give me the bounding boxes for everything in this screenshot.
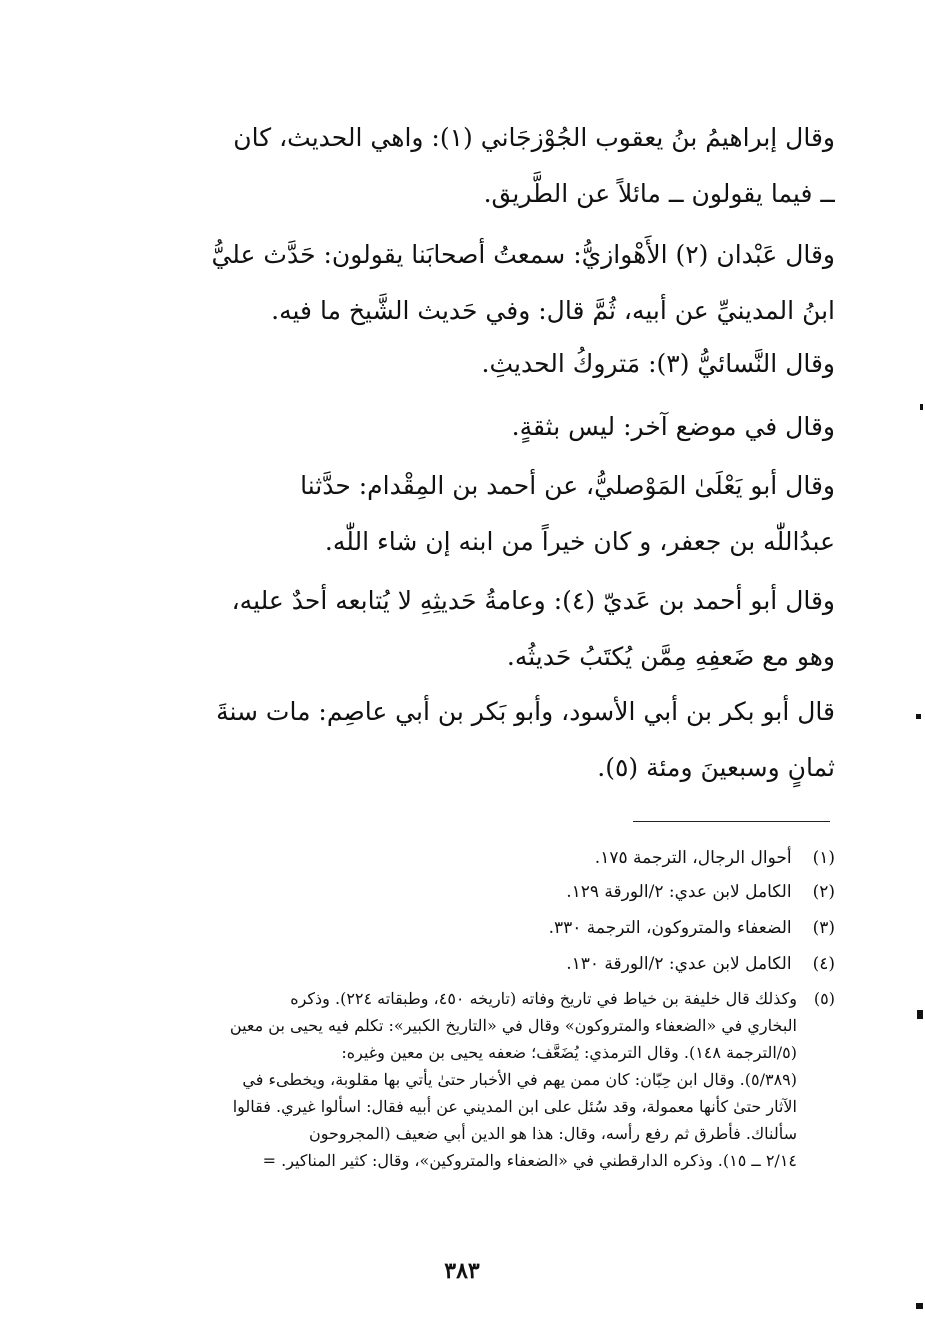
footnote-number: (٤): [812, 954, 835, 974]
text-line: وقال أبو يَعْلَىٰ المَوْصليُّ، عن أحمد بن المِقْدام: حدَّثنا: [300, 471, 835, 500]
text-line: وقال إبراهيمُ بنُ يعقوب الجُوْزجَاني (١): واهي الحديث، كان: [233, 123, 835, 152]
footnote-line: (٥/٣٨٩). وقال ابن حِبّان: كان ممن يهم في الأخبار حتىٰ يأتي بها مقلوبة، ويخطىء في: [242, 1070, 797, 1089]
paragraph-nasai: [138, 336, 835, 392]
page-number: ٣٨٣: [444, 1258, 480, 1284]
footnote-line: وكذلك قال خليفة بن خياط في تاريخ وفاته (تاريخه ٤٥٠، وطبقاته ٢٢٤). وذكره: [290, 989, 797, 1008]
text-line: ــ فيما يقولون ــ مائلاً عن الطَّريق.: [483, 179, 835, 208]
text-line: ابنُ المدينيِّ عن أبيه، ثُمَّ قال: وفي حَديث الشَّيخ ما فيه.: [271, 296, 835, 325]
paragraph-jawzajani: [138, 110, 835, 222]
paragraph-abu-yala: [138, 458, 835, 570]
footnote-text: الكامل لابن عدي: ٢/الورقة ١٣٠.: [566, 954, 792, 974]
paragraph-death-date: [138, 684, 835, 796]
footnote-2: [140, 879, 835, 905]
paragraph-ibn-adi: [138, 573, 835, 685]
footnote-number: (١): [812, 848, 835, 868]
scan-edge-mark: [916, 1303, 923, 1309]
scan-edge-mark: [917, 1010, 923, 1019]
footnote-line: الآثار حتىٰ كأنها معمولة، وقد سُئل على ابن المديني عن أبيه فقال: اسألوا غيري. فقالوا: [232, 1097, 797, 1116]
footnote-5: [140, 985, 835, 1174]
footnote-line: سألناك. فأطرق ثم رفع رأسه، وقال: هذا هو الدين أبي ضعيف (المجروحون: [308, 1124, 797, 1143]
text-line: عبدُاللّٰه بن جعفر، و كان خيراً من ابنه إن شاء اللّٰه.: [324, 527, 835, 556]
text-line: وهو مع ضَعفِهِ مِمَّن يُكتَبُ حَديثُه.: [506, 642, 835, 671]
footnote-1: [140, 845, 835, 871]
text-line: وقال في موضع آخر: ليس بثقةٍ.: [511, 412, 835, 441]
paragraph-another-place: [138, 399, 835, 455]
footnote-number: (٥): [813, 989, 835, 1008]
footnote-number: (٣): [812, 918, 835, 938]
footnote-text: الضعفاء والمتروكون، الترجمة ٣٣٠.: [548, 918, 792, 938]
footnote-4: [140, 951, 835, 977]
footnote-line: البخاري في «الضعفاء والمتروكون» وقال في «التاريخ الكبير»: تكلم فيه يحيى بن معين: [229, 1016, 797, 1035]
scan-edge-mark: [916, 714, 921, 719]
text-line: ثمانٍ وسبعينَ ومئة (٥).: [597, 753, 835, 782]
scan-edge-mark: [920, 404, 923, 410]
text-line: وقال أبو أحمد بن عَديّ (٤): وعامةُ حَديثِهِ لا يُتابعه أحدٌ عليه،: [231, 586, 835, 615]
footnote-text: الكامل لابن عدي: ٢/الورقة ١٢٩.: [566, 882, 792, 902]
text-line: وقال النَّسائيُّ (٣): مَتروكُ الحديثِ.: [481, 349, 835, 378]
text-line: قال أبو بكر بن أبي الأسود، وأبو بَكر بن أبي عاصِم: مات سنةَ: [216, 697, 835, 726]
text-line: وقال عَبْدان (٢) الأَهْوازيُّ: سمعتُ أصحابَنا يقولون: حَدَّث عليُّ: [211, 240, 835, 269]
footnote-line: ٢/١٤ ــ ١٥). وذكره الدارقطني في «الضعفاء والمتروكين»، وقال: كثير المناكير. =: [262, 1151, 797, 1170]
footnote-number: (٢): [812, 882, 835, 902]
footnote-3: [140, 915, 835, 941]
paragraph-abdan: [138, 227, 835, 339]
footnote-text: [140, 985, 797, 1174]
footnote-line: (٥/الترجمة ١٤٨). وقال الترمذي: يُضَعَّف؛ ضعفه يحيى بن معين وغيره:: [341, 1043, 797, 1062]
footnote-text: أحوال الرجال، الترجمة ١٧٥.: [594, 848, 792, 868]
footnote-separator: [633, 821, 830, 822]
